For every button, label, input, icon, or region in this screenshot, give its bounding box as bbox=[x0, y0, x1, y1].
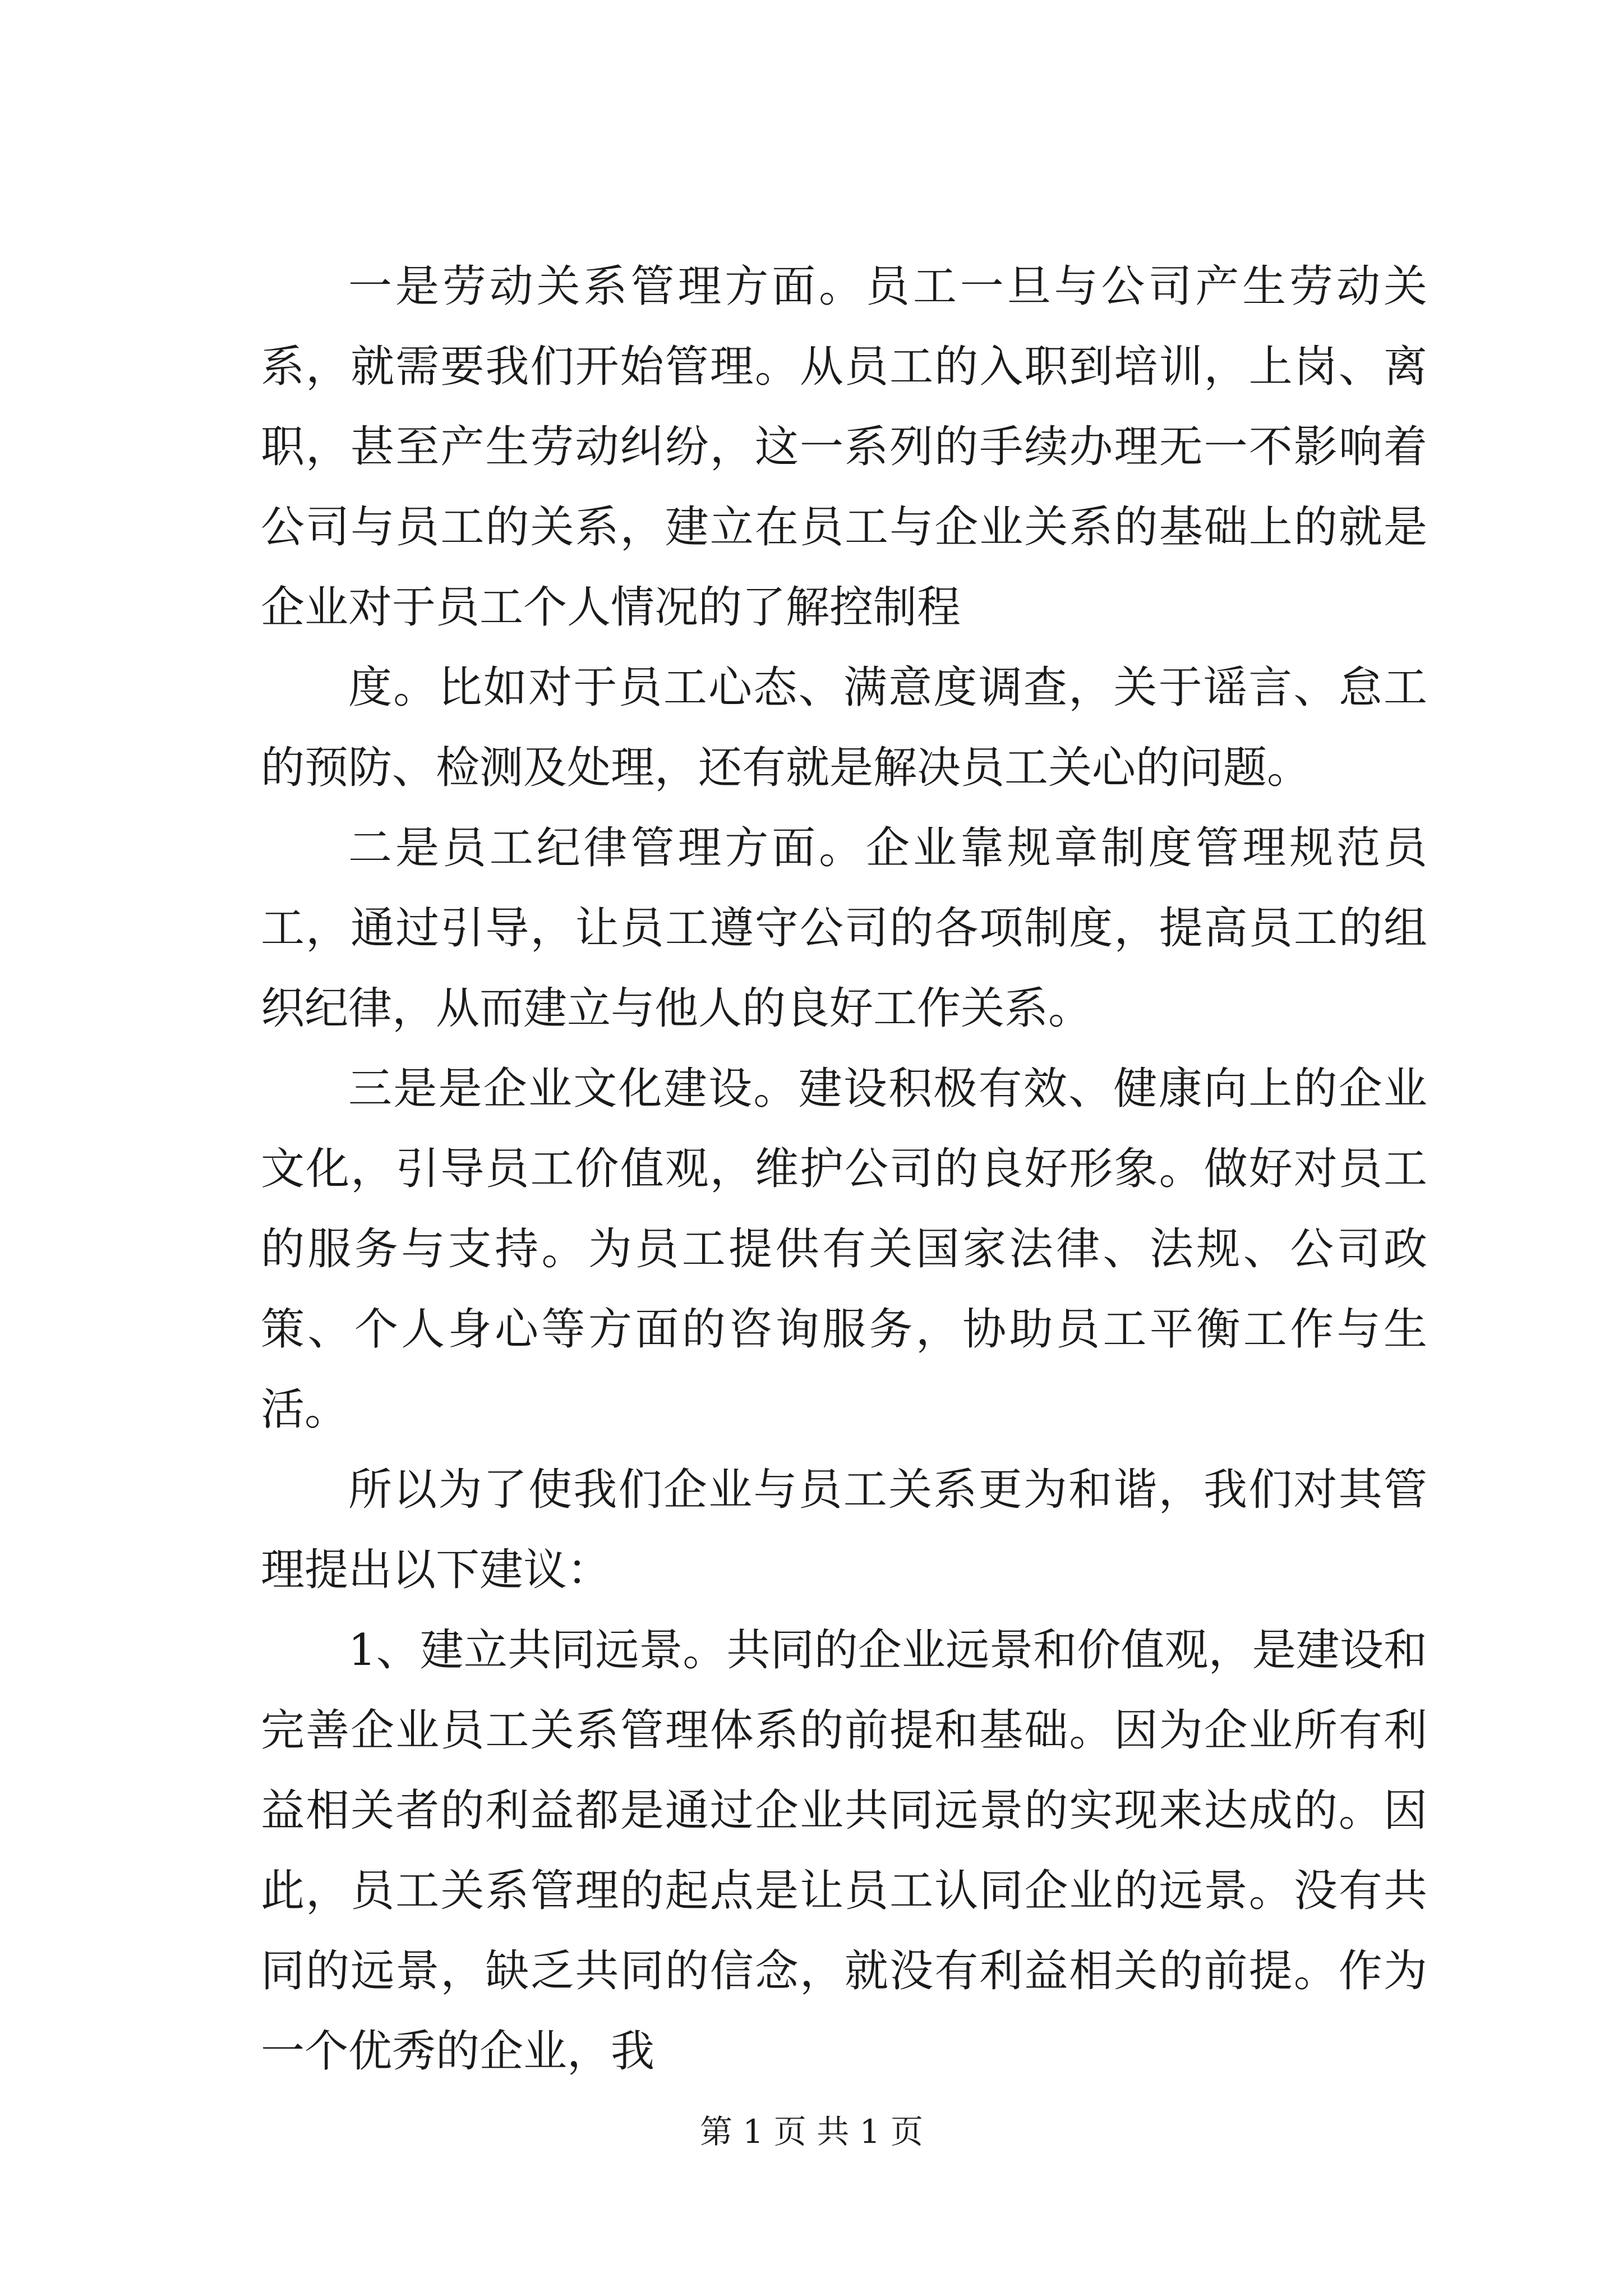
paragraph-corporate-culture: 三是是企业文化建设。建设积极有效、健康向上的企业文化，引导员工价值观，维护公司的良好形象。做好对员工的服务与支持。为员工提供有关国家法律、法规、公司政策、个人身心等方面的咨询服务，协助员工平衡工作与生活。 bbox=[261, 1064, 1427, 1435]
paragraph-employee-attitude: 度。比如对于员工心态、满意度调查，关于谣言、怠工的预防、检测及处理，还有就是解决员工关心的问题。 bbox=[261, 662, 1427, 793]
document-body bbox=[261, 247, 1427, 2092]
paragraph-shared-vision: 1、建立共同远景。共同的企业远景和价值观，是建设和完善企业员工关系管理体系的前提和基础。因为企业所有利益相关者的利益都是通过企业共同远景的实现来达成的。因此，员工关系管理的起点是让员工认同企业的远景。没有共同的远景，缺乏共同的信念，就没有利益相关的前提。作为一个优秀的企业，我 bbox=[261, 1625, 1427, 2077]
paragraph-discipline: 二是员工纪律管理方面。企业靠规章制度管理规范员工，通过引导，让员工遵守公司的各项制度，提高员工的组织纪律，从而建立与他人的良好工作关系。 bbox=[261, 823, 1427, 1034]
page-number-footer: 第 1 页 共 1 页 bbox=[700, 2113, 923, 2151]
paragraph-labor-relations: 一是劳动关系管理方面。员工一旦与公司产生劳动关系，就需要我们开始管理。从员工的入职到培训，上岗、离职，甚至产生劳动纠纷，这一系列的手续办理无一不影响着公司与员工的关系，建立在员工与企业关系的基础上的就是企业对于员工个人情况的了解控制程 bbox=[261, 261, 1427, 633]
paragraph-suggestions-intro: 所以为了使我们企业与员工关系更为和谐，我们对其管理提出以下建议： bbox=[261, 1465, 1427, 1595]
